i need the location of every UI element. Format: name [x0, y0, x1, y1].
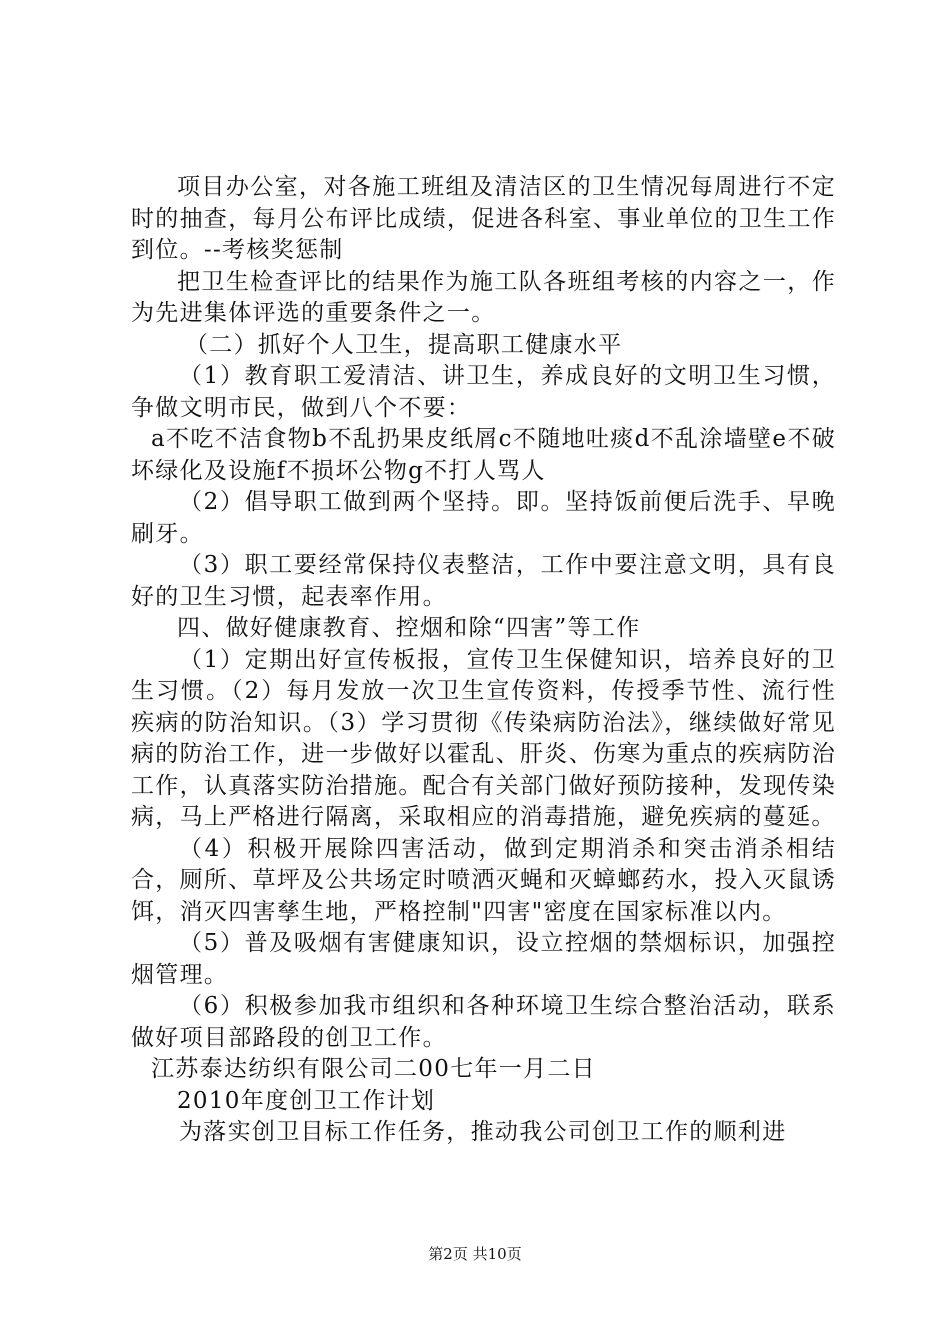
page-footer: 第2页 共10页: [428, 1245, 522, 1263]
paragraph-intro-2010-plan: 为落实创卫目标工作任务，推动我公司创卫工作的顺利进: [179, 1119, 787, 1145]
section-heading-health-education: 四、做好健康教育、控烟和除“四害”等工作: [177, 615, 641, 641]
paragraph-publicity-and-prevention: （1）定期出好宣传板报，宣传卫生保健知识，培养良好的卫生习惯。（2）每月发放一次卫生宣传资料，传授季节性、流行性疾病的防治知识。（3）学习贯彻《传染病防治法》，继续做好常见病的防治工作，进一步做好以霍乱、肝炎、伤寒为重点的疾病防治工作，认真落实防治措施。配合有关部门做好预防接种，发现传染病，马上严格进行隔离，采取相应的消毒措施，避免疾病的蔓延。: [131, 646, 836, 830]
document-body: [131, 172, 836, 1149]
paragraph-item-2-two-insists: （2）倡导职工做到两个坚持。即。坚持饭前便后洗手、早晚刷牙。: [131, 489, 836, 547]
paragraph-item-5-smoking: （5）普及吸烟有害健康知识，设立控烟的禁烟标识，加强控烟管理。: [131, 930, 836, 988]
section-heading-personal-hygiene: （二）抓好个人卫生，提高职工健康水平: [185, 331, 623, 358]
signature-line: 江苏泰达纺织有限公司二00七年一月二日: [151, 1056, 596, 1082]
paragraph-item-1-education: （1）教育职工爱清洁、讲卫生，养成良好的文明卫生习惯，争做文明市民，做到八个不要：: [131, 363, 836, 421]
paragraph-item-4-pest-control: （4）积极开展除四害活动，做到定期消杀和突击消杀相结合，厕所、草坪及公共场定时喷洒灭蝇和灭蟑螂药水，投入灭鼠诱饵，消灭四害孳生地，严格控制"四害"密度在国家标准以内。: [131, 835, 836, 925]
paragraph-eight-donts: a不吃不洁食物b不乱扔果皮纸屑c不随地吐痰d不乱涂墙壁e不破坏绿化及设施f不损坏公物g不打人骂人: [131, 426, 836, 484]
document-title-2010-plan: 2010年度创卫工作计划: [177, 1087, 436, 1114]
paragraph-inspection: 项目办公室，对各施工班组及清洁区的卫生情况每周进行不定时的抽查，每月公布评比成绩，促进各科室、事业单位的卫生工作到位。--考核奖惩制: [131, 174, 836, 263]
paragraph-item-6-campaign: （6）积极参加我市组织和各种环境卫生综合整治活动，联系做好项目部路段的创卫工作。: [131, 993, 836, 1051]
paragraph-item-3-appearance: （3）职工要经常保持仪表整洁，工作中要注意文明，具有良好的卫生习惯，起表率作用。: [131, 552, 836, 610]
paragraph-evaluation: 把卫生检查评比的结果作为施工队各班组考核的内容之一，作为先进集体评选的重要条件之一。: [131, 268, 836, 326]
